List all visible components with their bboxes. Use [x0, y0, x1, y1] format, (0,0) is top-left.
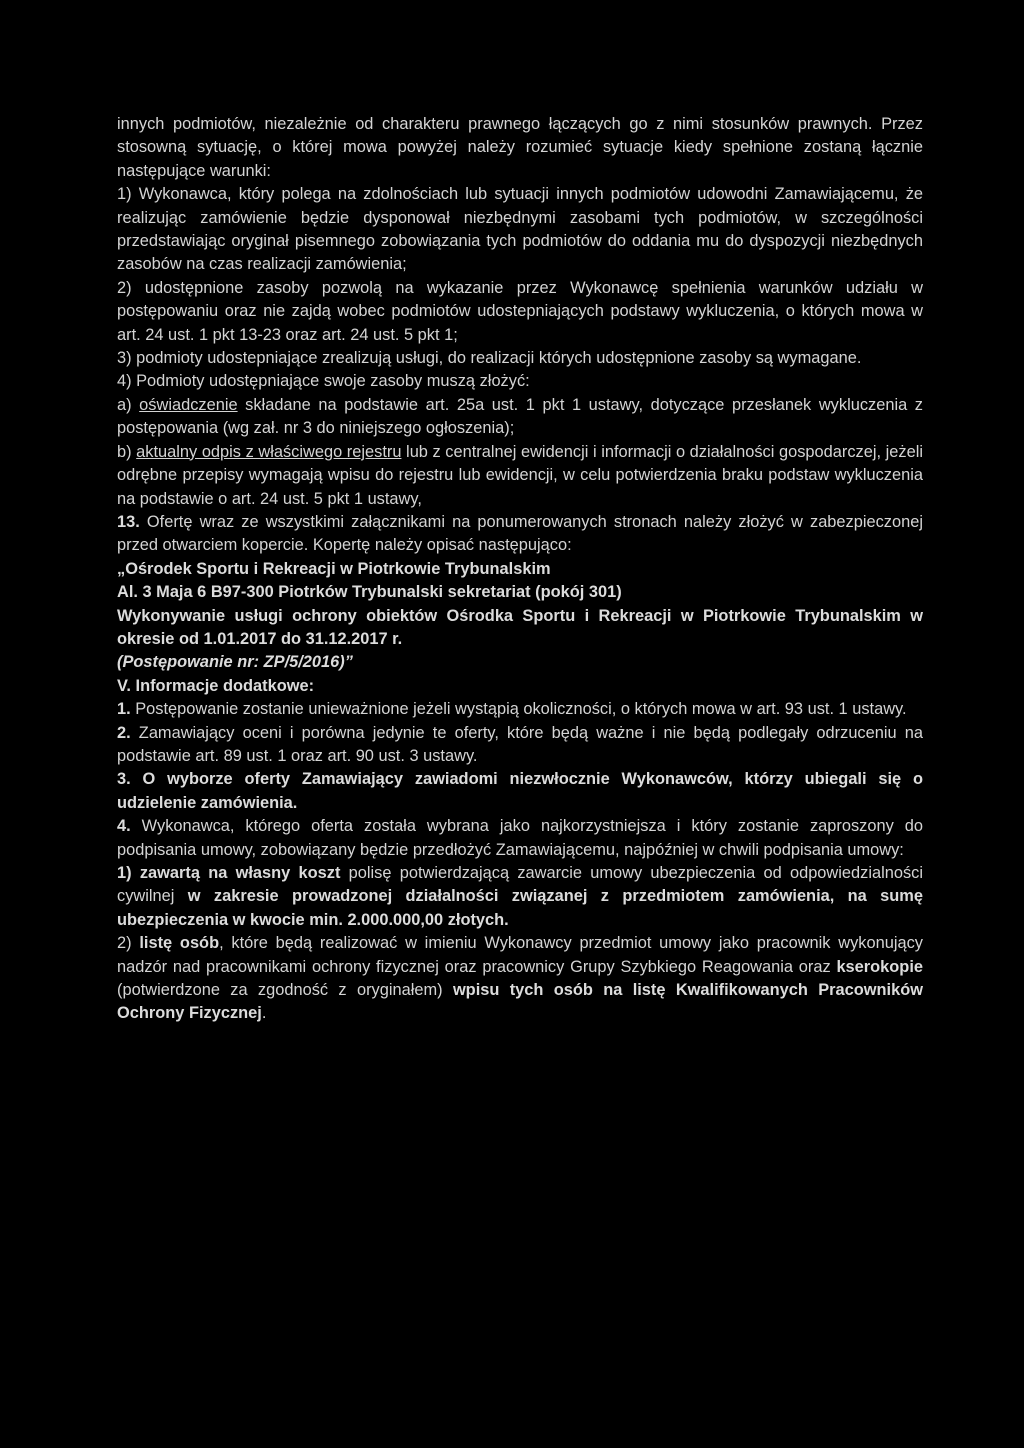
sub-2-bold-1: listę osób	[139, 934, 220, 953]
item-b-underlined: aktualny odpis z właściwego rejestru	[136, 442, 402, 461]
section-item-3: 3. O wyborze oferty Zamawiający zawiadomi niezwłocznie Wykonawców, którzy ubiegali się o udzielenie zamówienia.	[117, 770, 923, 812]
sub-2-bold-3: wpisu tych osób na listę Kwalifikowanych Pracowników Ochrony Fizycznej	[117, 981, 923, 1023]
paragraph-condition-2: 2) udostępnione zasoby pozwolą na wykazanie przez Wykonawcę spełnienia warunków udziału w postępowaniu oraz nie zajdą wobec podmiotów udostepniających podstawy wykluczenia, o których mowa w art. 24 ust. 1 pkt 13-23 oraz art. 24 ust. 5 pkt 1;	[117, 278, 923, 344]
envelope-line-4: (Postępowanie nr: ZP/5/2016)”	[117, 653, 353, 672]
sub-2-text-2: (potwierdzone za zgodność z oryginałem)	[117, 981, 453, 1000]
item-b-text: lub z centralnej ewidencji i informacji o działalności gospodarczej, jeżeli odrębne przepisy wymagają wpisu do rejestru lub ewidencji, w celu potwierdzenia braku podstaw wykluczenia na podstawie o art. 24 ust. 5 pkt 1 ustawy,	[117, 442, 923, 508]
sub-2-bold-2: kserokopie	[836, 957, 923, 976]
section-heading: V. Informacje dodatkowe:	[117, 676, 315, 695]
paragraph-item-a	[117, 394, 923, 441]
envelope-line-2: Al. 3 Maja 6 B97-300 Piotrków Trybunalski sekretariat (pokój 301)	[117, 583, 622, 602]
paragraph-13	[117, 511, 923, 558]
sub-2-prefix: 2)	[117, 934, 140, 953]
paragraph-condition-1: 1) Wykonawca, który polega na zdolnościach lub sytuacji innych podmiotów udowodni Zamawiającemu, że realizując zamówienie będzie dysponował niezbędnymi zasobami tych podmiotów, w szczególności przedstawiając oryginał pisemnego zobowiązania tych podmiotów do oddania mu do dyspozycji niezbędnych zasobów na czas realizacji zamówienia;	[117, 185, 923, 274]
section-item-4-sub-2	[117, 932, 923, 1026]
item-b-prefix: b)	[117, 442, 137, 461]
section-item-4-number: 4.	[117, 817, 131, 836]
section-item-1-number: 1.	[117, 700, 131, 719]
item-a-text: składane na podstawie art. 25a ust. 1 pkt 1 ustawy, dotyczące przesłanek wykluczenia z postępowania (wg zał. nr 3 do niniejszego ogłoszenia);	[117, 395, 923, 438]
paragraph-condition-3: 3) podmioty udostepniające zrealizują usługi, do realizacji których udostępnione zasoby są wymagane.	[117, 349, 862, 368]
section-item-2	[117, 722, 923, 769]
sub-1-bold-1: 1) zawartą na własny koszt	[117, 864, 341, 882]
item-a-prefix: a)	[117, 395, 140, 414]
paragraph-13-number: 13.	[117, 512, 140, 531]
sub-1-text-1: polisę potwierdzającą zawarcie umowy ubezpieczenia od odpowiedzialności cywilnej	[117, 864, 923, 906]
envelope-line-1: „Ośrodek Sportu i Rekreacji w Piotrkowie Trybunalskim	[117, 559, 551, 578]
paragraph-condition-4: 4) Podmioty udostępniające swoje zasoby muszą złożyć:	[117, 372, 530, 391]
sub-1-bold-2: w zakresie prowadzonej działalności związanej z przedmiotem zamówienia, na sumę ubezpieczenia w kwocie min. 2.000.000,00 złotych.	[117, 887, 923, 929]
section-item-4	[117, 815, 923, 862]
section-item-4-text: Wykonawca, którego oferta została wybrana jako najkorzystniejsza i który zostanie zaproszony do podpisania umowy, zobowiązany będzie przedłożyć Zamawiającemu, najpóźniej w chwili podpisania umowy:	[117, 817, 923, 859]
section-item-1	[117, 698, 923, 721]
section-item-2-text: Zamawiający oceni i porówna jedynie te oferty, które będą ważne i nie będą podlegały odrzuceniu na podstawie art. 89 ust. 1 oraz art. 90 ust. 3 ustawy.	[117, 723, 923, 765]
document-page	[117, 113, 923, 1026]
section-item-4-sub-1	[117, 862, 923, 932]
section-item-2-number: 2.	[117, 723, 131, 742]
paragraph-13-text: Ofertę wraz ze wszystkimi załącznikami na ponumerowanych stronach należy złożyć w zabezpieczonej przed otwarciem kopercie. Kopertę należy opisać następująco:	[117, 512, 923, 555]
item-a-underlined: oświadczenie	[139, 395, 238, 414]
paragraph-item-b	[117, 441, 923, 511]
sub-2-text-1: , które będą realizować w imieniu Wykonawcy przedmiot umowy jako pracownik wykonujący nadzór nad pracownikami ochrony fizycznej oraz pracownicy Grupy Szybkiego Reagowania oraz	[117, 934, 923, 976]
section-item-1-text: Postępowanie zostanie unieważnione jeżeli wystąpią okoliczności, o których mowa w art. 93 ust. 1 ustawy.	[130, 700, 907, 719]
sub-2-end: .	[261, 1004, 267, 1023]
envelope-line-3: Wykonywanie usługi ochrony obiektów Ośrodka Sportu i Rekreacji w Piotrkowie Trybunalskim w okresie od 1.01.2017 do 31.12.2017 r.	[117, 606, 923, 648]
paragraph-intro: innych podmiotów, niezależnie od charakteru prawnego łączących go z nimi stosunków prawnych. Przez stosowną sytuację, o której mowa powyżej należy rozumieć sytuacje kiedy spełnione zostaną łącznie następujące warunki:	[117, 115, 923, 180]
